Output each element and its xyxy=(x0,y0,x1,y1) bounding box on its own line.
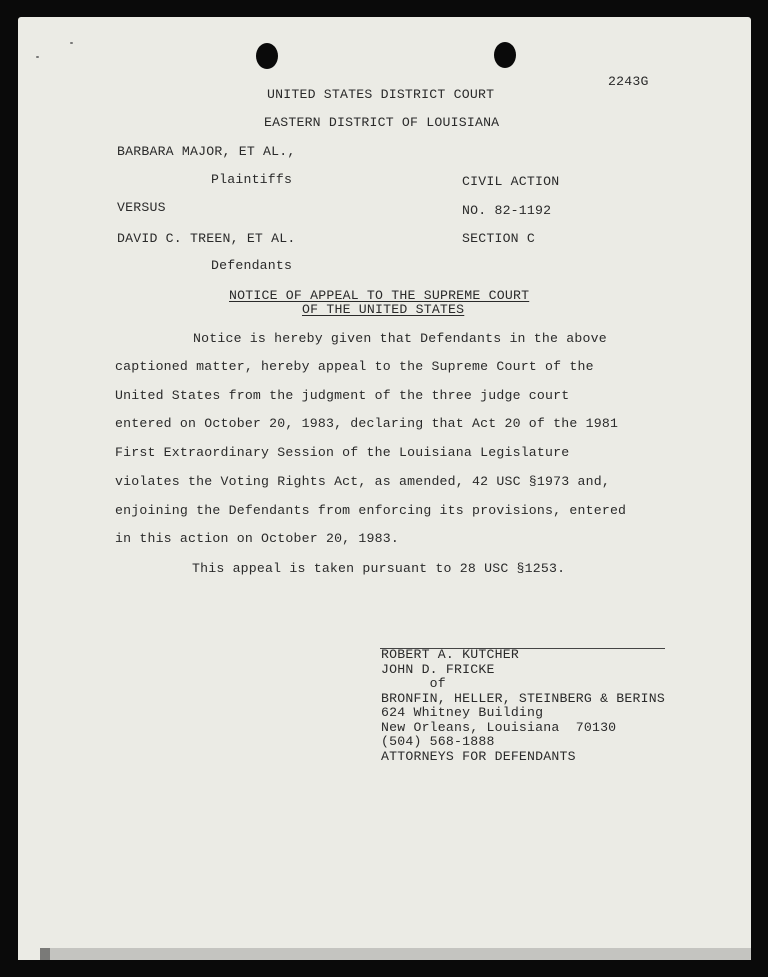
body-line: captioned matter, hereby appeal to the Supreme Court of the xyxy=(115,359,594,374)
attorney-name: JOHN D. FRICKE xyxy=(381,661,495,677)
body-line: entered on October 20, 1983, declaring that Act 20 of the 1981 xyxy=(115,416,619,431)
notice-title-line2: OF THE UNITED STATES xyxy=(302,302,465,317)
defendant-name: DAVID C. TREEN, ET AL. xyxy=(117,231,296,246)
body-line: in this action on October 20, 1983. xyxy=(115,531,399,546)
court-district: EASTERN DISTRICT OF LOUISIANA xyxy=(264,115,500,130)
body-line: violates the Voting Rights Act, as amended, 42 USC §1973 and, xyxy=(115,474,610,489)
versus-label: VERSUS xyxy=(117,200,166,215)
attorney-role: ATTORNEYS FOR DEFENDANTS xyxy=(381,748,576,764)
attorney-name: ROBERT A. KUTCHER xyxy=(381,647,519,662)
body-line: United States from the judgment of the three judge court xyxy=(115,388,570,403)
firm-city: New Orleans, Louisiana 70130 xyxy=(381,719,617,735)
punch-hole-left xyxy=(256,43,278,69)
speck-mark xyxy=(70,42,73,44)
body-line: First Extraordinary Session of the Louisiana Legislature xyxy=(115,445,570,460)
body-line: enjoining the Defendants from enforcing its provisions, entered xyxy=(115,503,627,518)
plaintiff-name: BARBARA MAJOR, ET AL., xyxy=(117,144,296,159)
firm-phone: (504) 568-1888 xyxy=(381,734,495,749)
case-number: NO. 82-1192 xyxy=(462,203,552,218)
body-line: Notice is hereby given that Defendants in the above xyxy=(193,331,607,346)
page-edge-strip xyxy=(40,948,751,960)
plaintiff-role: Plaintiffs xyxy=(211,172,293,187)
signature-block xyxy=(381,648,665,764)
defendant-role: Defendants xyxy=(211,258,293,273)
case-type: CIVIL ACTION xyxy=(462,174,560,189)
firm-name: BRONFIN, HELLER, STEINBERG & BERINS xyxy=(381,690,665,706)
punch-hole-right xyxy=(494,42,516,68)
document-code: 2243G xyxy=(608,74,649,89)
firm-address: 624 Whitney Building xyxy=(381,705,544,720)
case-section: SECTION C xyxy=(462,231,536,246)
page-edge-tab xyxy=(40,948,50,960)
speck-mark xyxy=(36,56,39,58)
body-paragraph-2: This appeal is taken pursuant to 28 USC §1253. xyxy=(192,561,566,576)
of-label: of xyxy=(381,676,446,691)
court-name: UNITED STATES DISTRICT COURT xyxy=(267,87,495,102)
notice-title-line1: NOTICE OF APPEAL TO THE SUPREME COURT xyxy=(229,288,530,303)
